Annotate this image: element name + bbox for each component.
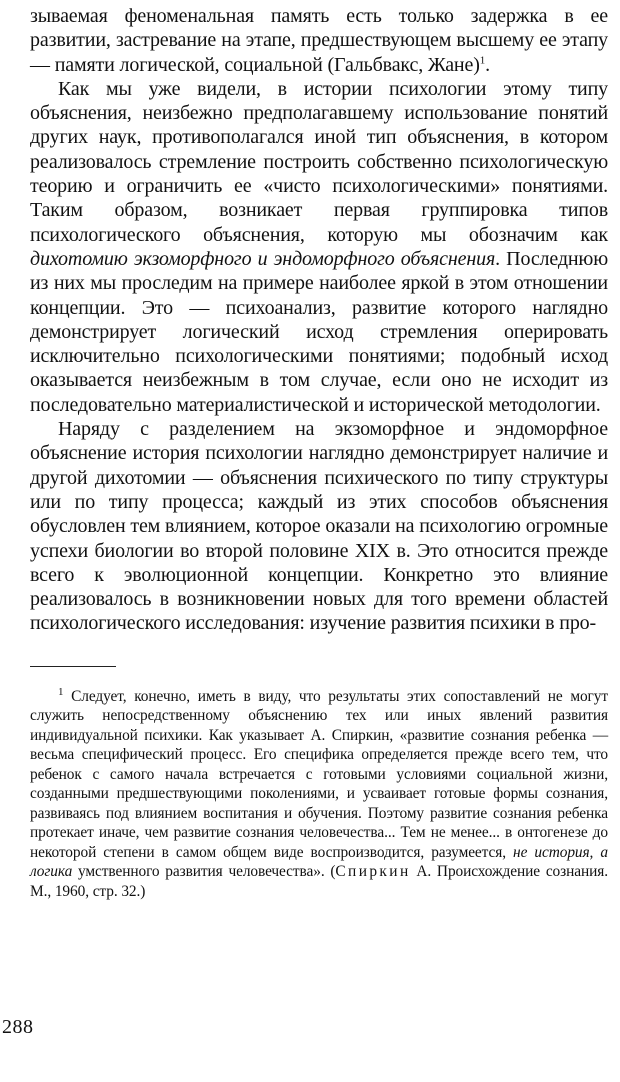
- paragraph-1-text-a: зываемая феноменальная память есть только задержка в ее развитии, застревание на этапе, предшествующем высшему ее этапу — памяти логической, социальной (Гальбвакс, Жане): [30, 5, 608, 76]
- footnote-1-text-a: Следует, конечно, иметь в виду, что результаты этих сопоставлений не могут служить непосредственному объяснению тех или иных явлений развития индивидуальной психики. Как указывает А. Спиркин, «развитие сознания ребенка — весьма специфический процесс. Его специфика определяется прежде всего тем, что ребенок с самого начала встречается с готовыми условиями социальной жизни, созданными предшествующими поколениями, и усваивает готовые формы сознания, развиваясь под влиянием воспитания и обучения. Поэтому развитие сознания ребенка протекает иначе, чем развитие сознания человечества... Тем не менее... в онтогенезе до некоторой степени в самом общем виде воспроизводится, разумеется,: [30, 687, 608, 861]
- footnotes: [30, 687, 608, 902]
- paragraph-2-emphasis: дихотомию экзоморфного и эндоморфного объяснения: [30, 247, 496, 270]
- paragraph-2-text-a: Как мы уже видели, в истории психологии этому типу объяснения, неизбежно предполагавшему использование понятий других наук, противополагался иной тип объяснения, в котором реализовалось стремление построить собственно психологическую теорию и ограничить ее «чисто психологическими» понятиями. Таким образом, возникает первая группировка типов психологического объяснения, которую мы обозначим как: [30, 77, 608, 246]
- footnote-1: [30, 687, 608, 902]
- footnote-1-marker: 1: [58, 685, 64, 698]
- paragraph-1-text-b: .: [485, 53, 490, 76]
- footnote-ref-1: 1: [479, 53, 486, 66]
- paragraph-3: [30, 417, 608, 636]
- paragraph-2: [30, 77, 608, 417]
- paragraph-3-text: Наряду с разделением на экзоморфное и эндоморфное объяснение история психологии наглядно демонстрирует наличие и другой дихотомии — объяснения психического по типу структуры или по типу процесса; каждый из этих способов объяснения обусловлен тем влиянием, которое оказали на психологию огромные успехи биологии во второй половине XIX в. Это относится прежде всего к эволюционной концепции. Конкретно это влияние реализовалось в возникновении новых для того времени областей психологического исследования: изучение развития психики в про-: [30, 418, 608, 635]
- page-number: 288: [2, 1016, 34, 1038]
- main-text: [30, 4, 608, 636]
- book-page: [30, 4, 608, 901]
- footnote-separator: [30, 666, 116, 667]
- footnote-1-author: Спиркин: [335, 863, 411, 881]
- paragraph-2-text-b: . Последнюю из них мы проследим на примере наиболее яркой в этом отношении концепции. Это — психоанализ, развитие которого наглядно демонстрирует логический исход стремления оперировать исключительно психологическими понятиями; подобный исход оказывается неизбежным в том случае, если оно не исходит из последовательно материалистической и исторической методологии.: [30, 247, 608, 416]
- footnote-1-emphasis: не история, а логика: [30, 843, 608, 881]
- footnote-1-text-b: умственного развития человечества». (: [72, 863, 336, 881]
- paragraph-1: [30, 4, 608, 77]
- footnote-1-text-c: А. Происхождение сознания. М., 1960, стр. 32.): [30, 863, 608, 900]
